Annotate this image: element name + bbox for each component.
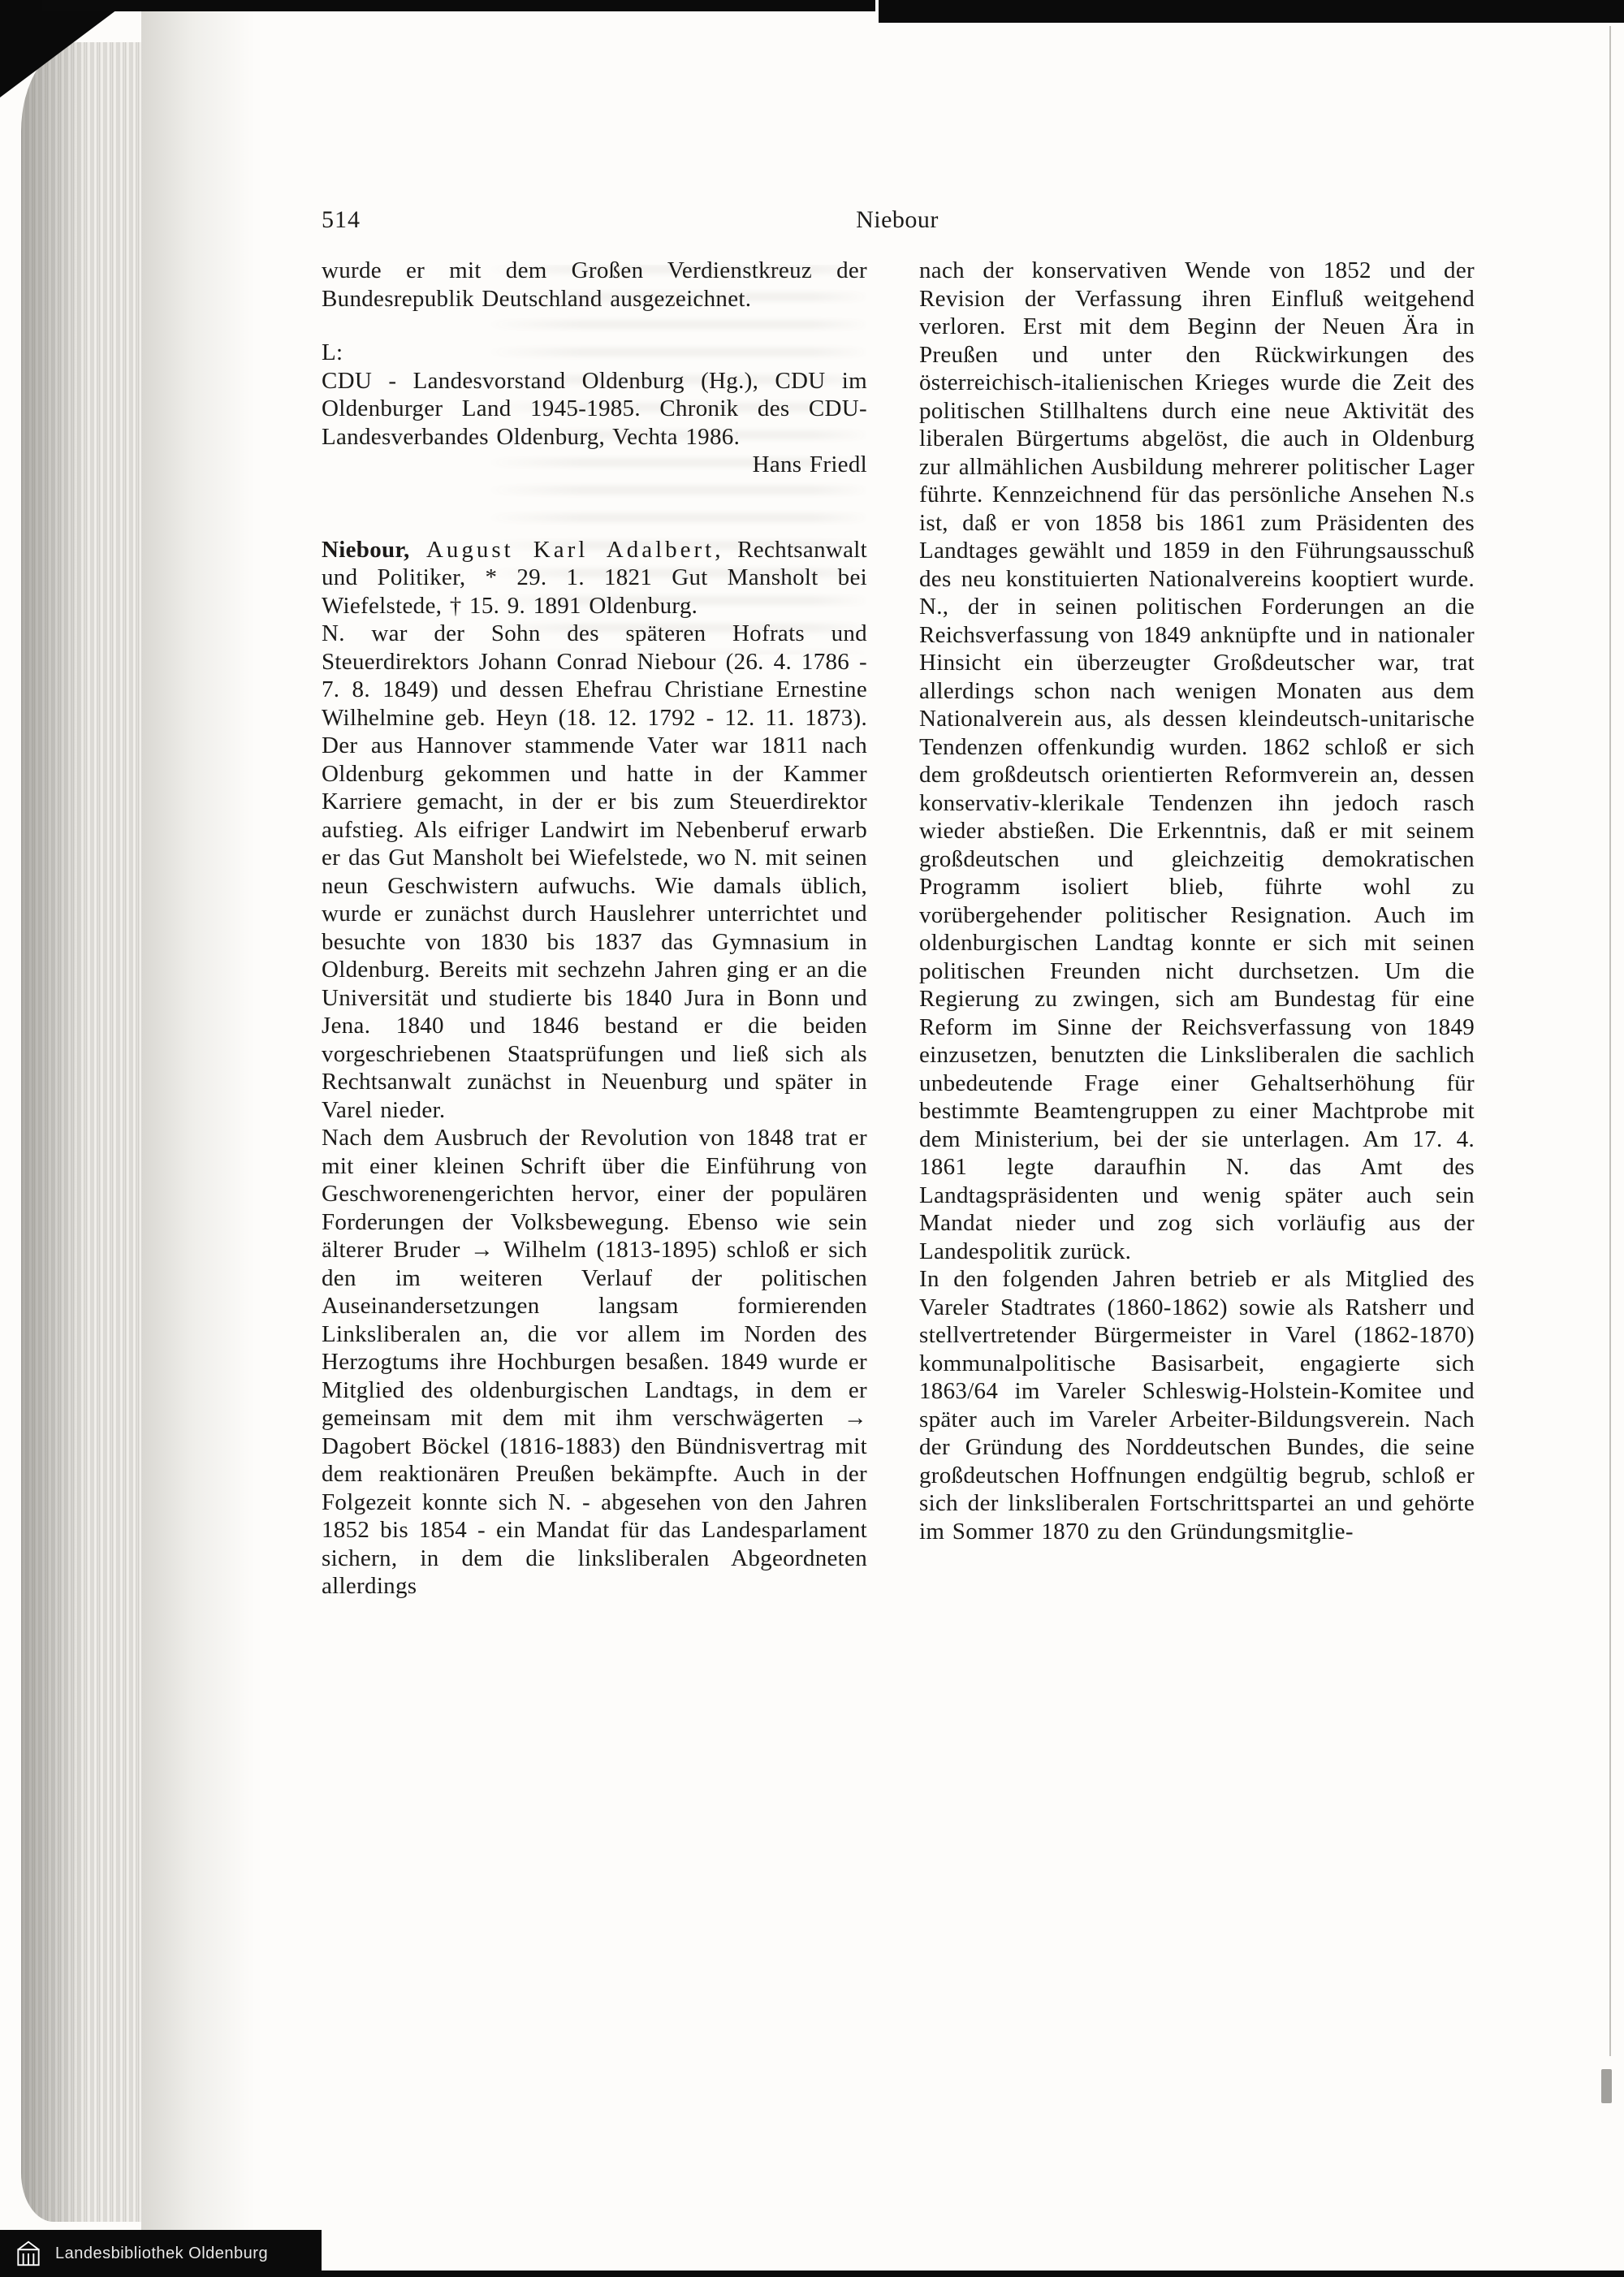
author-signature: Hans Friedl — [752, 452, 867, 477]
running-head: Niebour — [856, 206, 939, 233]
library-logo-icon — [13, 2238, 44, 2269]
scan-edge-top — [42, 0, 875, 11]
scan-edge-top-right — [879, 0, 1624, 23]
entry-paragraph-3: nach der konservativen Wende von 1852 und der Revision der Verfassung ihren Einfluß weitgehend verloren. Erst mit dem Beginn der Neuen Ära in Preußen und unter den Rückwirkungen des österreichisch-italienischen Krieges wurde die Zeit des politischen Stillhaltens durch eine neue Aktivität des liberalen Bürgertums abgelöst, die auch in Oldenburg zur allmählichen Ausbildung mehrerer politischer Lager führte. Kennzeichnend für das persönliche Ansehen N.s ist, daß er von 1858 bis 1861 zum Präsidenten des Landtages gewählt und 1859 in den Führungsausschuß des neu konstituierten Nationalvereins kooptiert wurde. N., der in seinen politischen Forderungen an die Reichsverfassung von 1849 anknüpfte und in nationaler Hinsicht ein überzeugter Großdeutscher war, trat allerdings schon nach wenigen Monaten aus dem Nationalverein aus, als dessen kleindeutsch-unitarische Tendenzen offenkundig wurden. 1862 schloß er sich dem großdeutsch orientierten Reformverein an, dessen konservativ-klerikale Tendenzen ihn jedoch rasch wieder abstießen. Die Erkenntnis, daß er mit seinem großdeutschen und gleichzeitig demokratischen Programm isoliert blieb, führte wohl zu vorübergehender politischer Resignation. Auch im oldenburgischen Landtag konnte er sich mit seinen politischen Freunden nicht durchsetzen. Um die Regierung zu zwingen, sich am Bundestag für eine Reform im Sinne der Reichsverfassung von 1849 einzusetzen, benutzten die Linksliberalen die sachlich unbedeutende Frage einer Gehaltserhöhung für bestimmte Beamtengruppen zu einer Machtprobe mit dem Ministerium, bei der sie unterlagen. Am 17. 4. 1861 legte daraufhin N. das Amt des Landtagspräsidenten und wenig später auch sein Mandat nieder und zog sich vorläufig aus der Landespolitik zurück. — [919, 257, 1475, 1264]
page-header — [322, 206, 1473, 239]
book-page-edges — [21, 42, 141, 2222]
page-number: 514 — [322, 206, 361, 233]
library-name: Landesbibliothek Oldenburg — [55, 2244, 269, 2262]
bibliography-entry: CDU - Landesvorstand Oldenburg (Hg.), CDU im Oldenburger Land 1945-1985. Chronik des CDU-Landesverbandes Oldenburg, Vechta 1986. — [322, 367, 867, 450]
text-column-right — [919, 257, 1475, 2003]
literature-label: L: — [322, 339, 343, 365]
entry-lemma: Niebour, — [322, 536, 410, 563]
page-gutter-shading — [141, 11, 255, 2271]
entry-paragraph-4: In den folgenden Jahren betrieb er als Mitglied des Vareler Stadtrates (1860-1862) sowie als Ratsherr und stellvertretender Bürgermeister in Varel (1862-1870) kommunalpolitische Basisarbeit, engagierte sich 1863/64 im Vareler Schleswig-Holstein-Komitee und später auch im Vareler Arbeiter-Bildungsverein. Nach der Gründung des Norddeutschen Bundes, die seine großdeutschen Hoffnungen endgültig begrub, schloß er sich der linksliberalen Fortschrittspartei an und gehörte im Sommer 1870 zu den Gründungsmitglie- — [919, 1266, 1475, 1545]
text-column-left — [322, 257, 867, 2003]
entry-given-names: August Karl Adalbert — [425, 536, 715, 563]
entry-head-rest: , Rechtsanwalt und Politiker, * 29. 1. 1821 Gut Mansholt bei Wiefelstede, † 15. 9. 1891 Oldenburg. — [322, 536, 867, 619]
entry-paragraph-1: N. war der Sohn des späteren Hofrats und Steuerdirektors Johann Conrad Niebour (26. 4. 1786 - 7. 8. 1849) und dessen Ehefrau Christiane Ernestine Wilhelmine geb. Heyn (18. 12. 1792 - 12. 11. 1873). Der aus Hannover stammende Vater war 1811 nach Oldenburg gekommen und hatte in der Kammer Karriere gemacht, in der er bis zum Steuerdirektor aufstieg. Als eifriger Landwirt im Nebenberuf erwarb er das Gut Mansholt bei Wiefelstede, wo N. mit seinen neun Geschwistern aufwuchs. Wie damals üblich, wurde er zunächst durch Hauslehrer unterrichtet und besuchte von 1830 bis 1837 das Gymnasium in Oldenburg. Bereits mit sechzehn Jahren ging er an die Universität und studierte bis 1840 Jura in Bonn und Jena. 1840 und 1846 bestand er die beiden vorgeschriebenen Staatsprüfungen und ließ sich als Rechtsanwalt zunächst in Neuenburg und später in Varel nieder. — [322, 620, 867, 1123]
library-footer — [0, 2230, 322, 2277]
entry-heading — [322, 536, 867, 620]
entry-paragraph-2: Nach dem Ausbruch der Revolution von 1848 trat er mit einer kleinen Schrift über die Einführung von Geschworenengerichten hervor, einer der populären Forderungen der Volksbewegung. Ebenso wie sein älterer Bruder → Wilhelm (1813-1895) schloß er sich den im weiteren Verlauf der politischen Auseinandersetzungen langsam formierenden Linksliberalen an, die vor allem im Norden des Herzogtums ihre Hochburgen besaßen. 1849 wurde er Mitglied des oldenburgischen Landtags, in dem er gemeinsam mit dem mit ihm verschwägerten → Dagobert Böckel (1816-1883) den Bündnisvertrag mit dem reaktionären Preußen bekämpfte. Auch in der Folgezeit konnte sich N. - abgesehen von den Jahren 1852 bis 1854 - ein Mandat für das Landesparlament sichern, in dem die linksliberalen Abgeordneten allerdings — [322, 1125, 867, 1599]
scan-edge-right — [1609, 26, 1611, 2056]
paragraph-continuation: wurde er mit dem Großen Verdienstkreuz der Bundesrepublik Deutschland ausgezeichnet. — [322, 257, 867, 312]
scan-artifact — [1601, 2069, 1612, 2103]
